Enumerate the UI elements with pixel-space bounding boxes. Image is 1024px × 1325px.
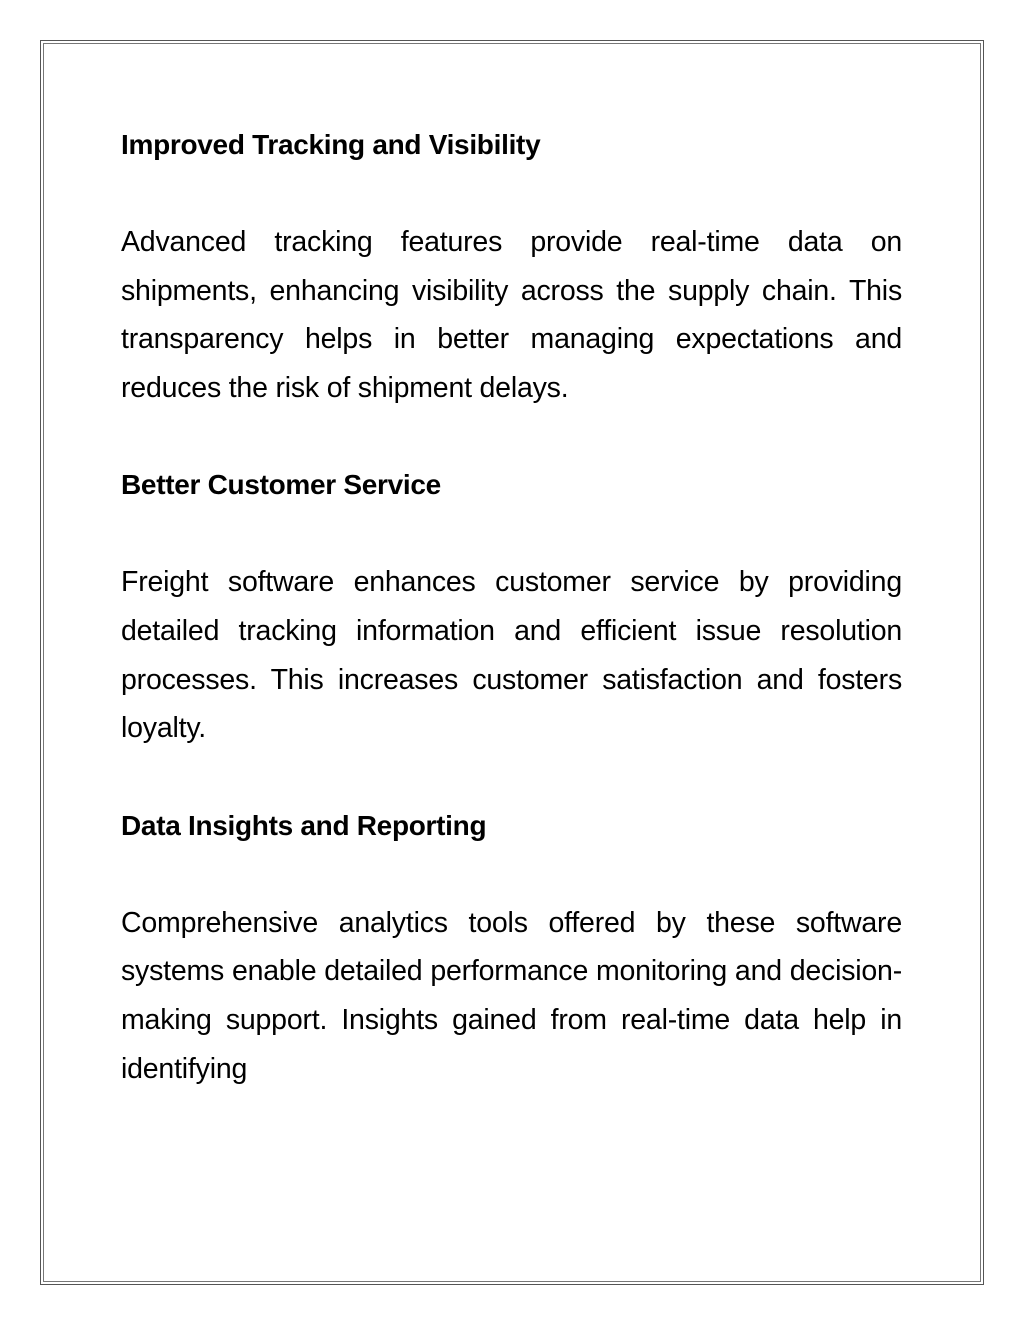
section-heading-tracking: Improved Tracking and Visibility — [121, 129, 541, 160]
section-heading-data-insights: Data Insights and Reporting — [121, 809, 487, 841]
section-body-customer-service: Freight software enhances customer service by providing detailed tracking information and efficient issue resolution processes. This increases customer satisfaction and fosters loyalty. — [121, 566, 902, 745]
section-heading-customer-service: Better Customer Service — [121, 469, 441, 501]
paragraph-gap — [121, 753, 902, 802]
paragraph-gap — [121, 850, 902, 899]
section-body-tracking: Advanced tracking features provide real-time data on shipments, enhancing visibility across the supply chain. This transparency helps in better managing expectations and reduces the risk of shipment delays. — [121, 226, 902, 404]
document-content — [121, 121, 902, 1093]
section-body-data-insights: Comprehensive analytics tools offered by these software systems enable detailed performance monitoring and decision-making support. Insights gained from real-time data help in identifying — [121, 906, 902, 1085]
paragraph-gap — [121, 509, 902, 558]
paragraph-gap — [121, 412, 902, 461]
paragraph-gap — [121, 169, 902, 218]
